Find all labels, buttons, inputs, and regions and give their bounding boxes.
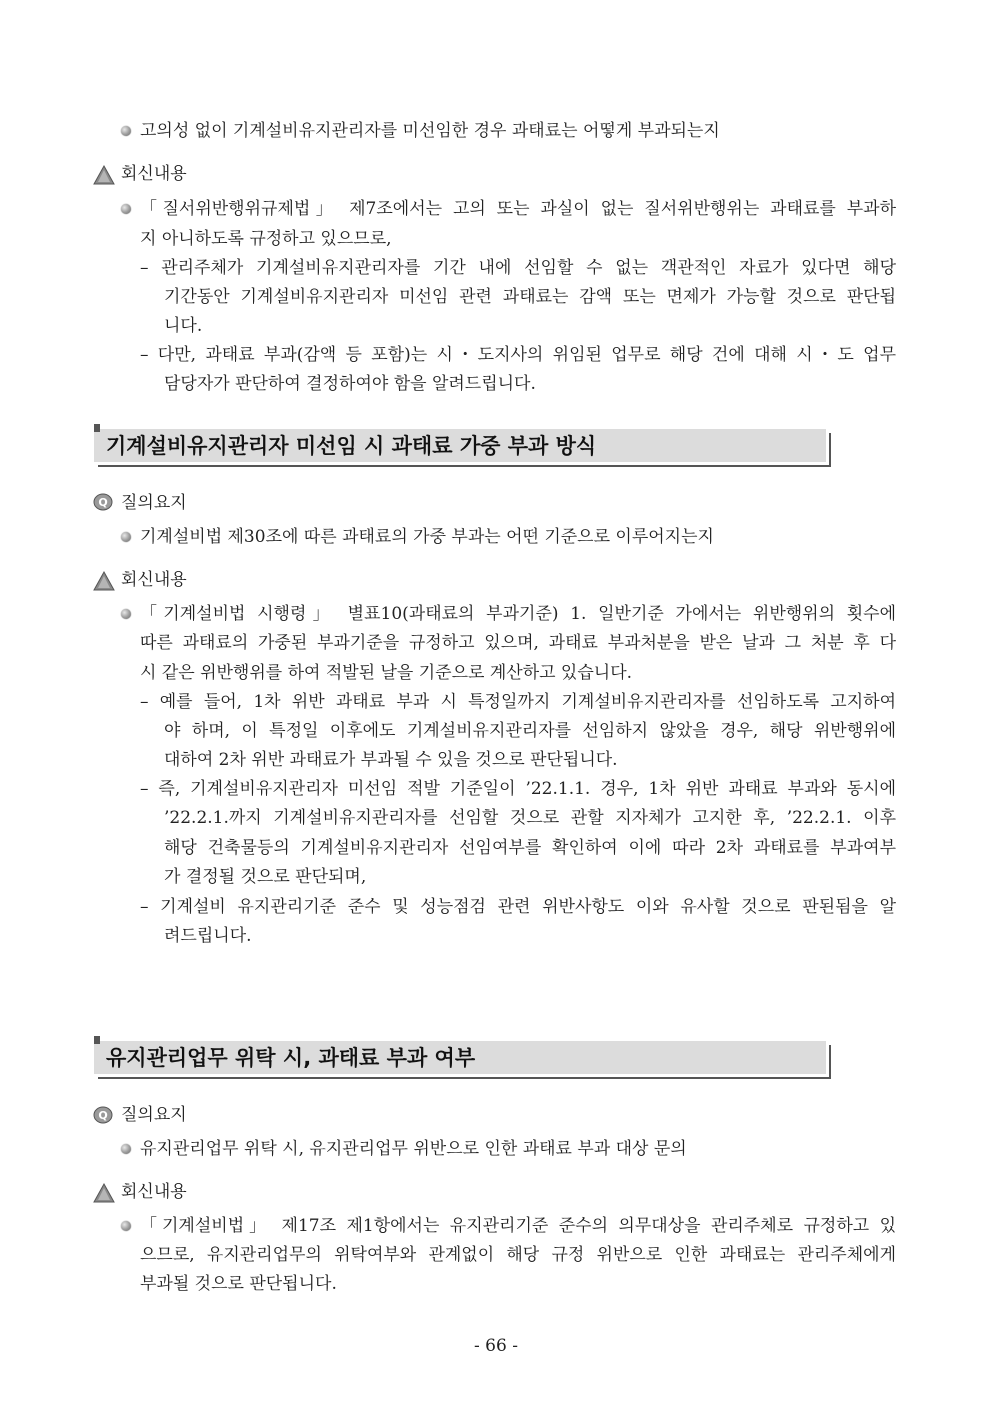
reply-label: 회신내용 — [121, 164, 187, 184]
warning-triangle-icon — [93, 571, 115, 591]
page-number: - 66 - — [474, 1336, 518, 1356]
section-header — [94, 429, 831, 467]
section-header-marker — [94, 1036, 100, 1044]
dash-line: 야 하며, 이 특정일 이후에도 기계설비유지관리자를 선임하지 않았을 경우, 해당 위반행위에 — [164, 721, 896, 741]
bullet-icon — [121, 204, 131, 214]
reply-line: 「질서위반행위규제법」 제7조에서는 고의 또는 과실이 없는 질서위반행위는 과태료를 부과하 — [140, 199, 896, 219]
reply-line: 지 아니하도록 규정하고 있으므로, — [140, 229, 392, 249]
dash-line: – 관리주체가 기계설비유지관리자를 기간 내에 선임할 수 없는 객관적인 자료가 있다면 해당 — [140, 258, 896, 278]
section-header-shadow — [98, 465, 831, 467]
bullet-icon — [121, 126, 131, 136]
svg-text:Q: Q — [98, 1109, 108, 1122]
reply-line: 「기계설비법 시행령」 별표10(과태료의 부과기준) 1. 일반기준 가에서는 위반행위의 횟수에 — [140, 604, 896, 624]
reply-line: 부과될 것으로 판단됩니다. — [140, 1274, 337, 1294]
section-header-shadow — [829, 433, 831, 467]
question-icon — [93, 1106, 113, 1124]
dash-line: 대하여 2차 위반 과태료가 부과될 수 있을 것으로 판단됩니다. — [164, 750, 618, 770]
section-title: 유지관리업무 위탁 시, 과태료 부과 여부 — [106, 1046, 476, 1070]
dash-line: 려드립니다. — [164, 926, 252, 946]
bullet-icon — [121, 1221, 131, 1231]
query-text: 고의성 없이 기계설비유지관리자를 미선임한 경우 과태료는 어떻게 부과되는지 — [140, 121, 720, 141]
dash-line: ’22.2.1.까지 기계설비유지관리자를 선임할 것으로 관할 지자체가 고지한 후, ’22.2.1. 이후 — [164, 808, 896, 828]
reply-line: 「기계설비법」 제17조 제1항에서는 유지관리기준 준수의 의무대상을 관리주체로 규정하고 있 — [140, 1216, 896, 1236]
bullet-icon — [121, 532, 131, 542]
warning-triangle-icon — [93, 165, 115, 185]
warning-triangle-icon — [93, 1183, 115, 1203]
query-text: 기계설비법 제30조에 따른 과태료의 가중 부과는 어떤 기준으로 이루어지는지 — [140, 527, 714, 547]
reply-label: 회신내용 — [121, 570, 187, 590]
dash-line: – 기계설비 유지관리기준 준수 및 성능점검 관련 위반사항도 이와 유사할 것으로 판된됨을 알 — [140, 897, 896, 917]
section-header — [94, 1041, 831, 1079]
dash-line: – 즉, 기계설비유지관리자 미선임 적발 기준일이 ’22.1.1. 경우, 1차 위반 과태료 부과와 동시에 — [140, 779, 896, 799]
bullet-icon — [121, 1144, 131, 1154]
dash-line: 니다. — [164, 316, 203, 336]
query-text: 유지관리업무 위탁 시, 유지관리업무 위반으로 인한 과태료 부과 대상 문의 — [140, 1139, 687, 1159]
reply-line: 따른 과태료의 가중된 부과기준을 규정하고 있으며, 과태료 부과처분을 받은 날과 그 처분 후 다 — [140, 633, 896, 653]
dash-line: 가 결정될 것으로 판단되며, — [164, 867, 367, 887]
dash-line: 기간동안 기계설비유지관리자 미선임 관련 과태료는 감액 또는 면제가 가능할 것으로 판단됩 — [164, 287, 896, 307]
svg-text:Q: Q — [98, 496, 108, 509]
reply-line: 으므로, 유지관리업무의 위탁여부와 관계없이 해당 규정 위반으로 인한 과태료는 관리주체에게 — [140, 1245, 896, 1265]
dash-line: – 예를 들어, 1차 위반 과태료 부과 시 특정일까지 기계설비유지관리자를 선임하도록 고지하여 — [140, 692, 896, 712]
section-header-shadow — [98, 1077, 831, 1079]
query-label: 질의요지 — [121, 1105, 187, 1125]
question-icon — [93, 493, 113, 511]
reply-label: 회신내용 — [121, 1182, 187, 1202]
dash-line: 해당 건축물등의 기계설비유지관리자 선임여부를 확인하여 이에 따라 2차 과태료를 부과여부 — [164, 838, 896, 858]
section-header-marker — [94, 424, 100, 432]
dash-line: – 다만, 과태료 부과(감액 등 포함)는 시・도지사의 위임된 업무로 해당 건에 대해 시・도 업무 — [140, 345, 896, 365]
query-label: 질의요지 — [121, 493, 187, 513]
section-header-shadow — [829, 1045, 831, 1079]
section-title: 기계설비유지관리자 미선임 시 과태료 가중 부과 방식 — [106, 434, 597, 458]
bullet-icon — [121, 609, 131, 619]
reply-line: 시 같은 위반행위를 하여 적발된 날을 기준으로 계산하고 있습니다. — [140, 663, 633, 683]
dash-line: 담당자가 판단하여 결정하여야 함을 알려드립니다. — [164, 374, 536, 394]
